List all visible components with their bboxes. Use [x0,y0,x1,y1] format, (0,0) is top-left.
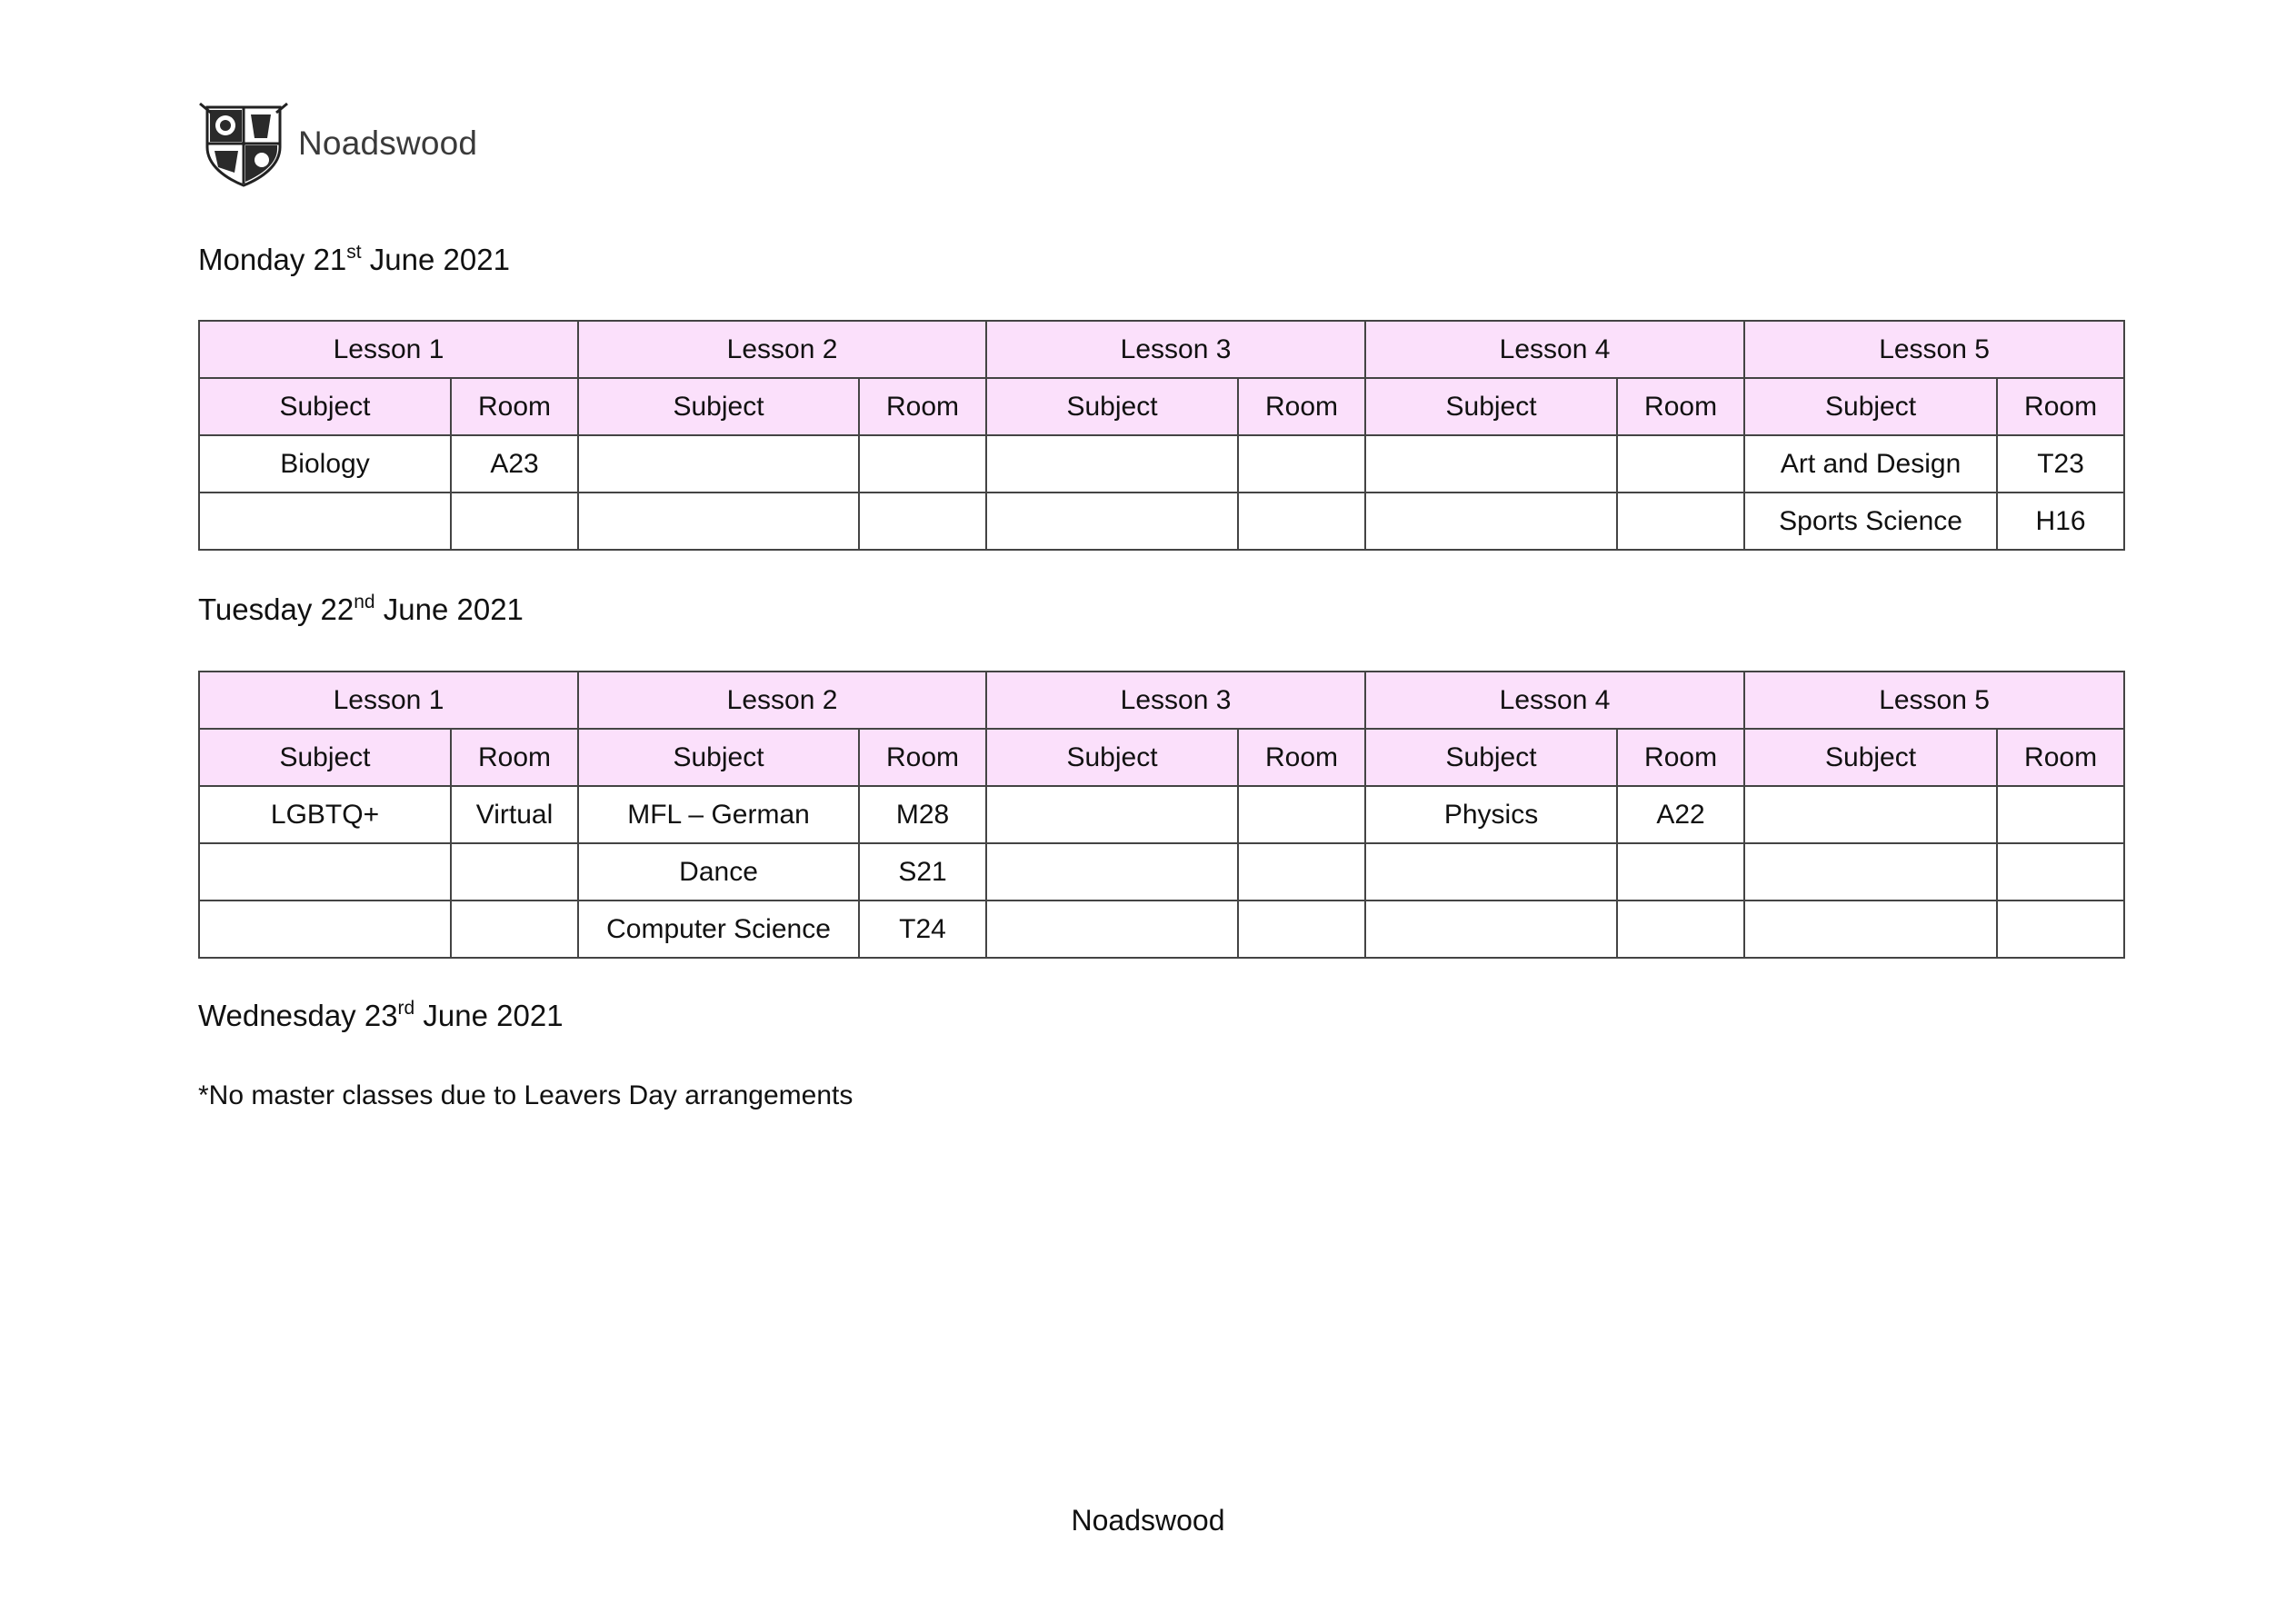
room-cell [1238,843,1365,901]
subject-cell: Computer Science [578,901,859,958]
lesson-1-header: Lesson 1 [199,672,578,729]
subject-cell: Art and Design [1744,435,1997,493]
room-cell: T23 [1997,435,2124,493]
room-cell: A22 [1617,786,1744,843]
wednesday-note: *No master classes due to Leavers Day arrangements [198,1080,854,1110]
subject-header: Subject [199,378,451,435]
lesson-header-row [199,672,2124,729]
subject-header: Subject [578,378,859,435]
subject-cell [199,843,451,901]
room-cell [1997,786,2124,843]
room-header: Room [1617,729,1744,786]
subject-cell [578,435,859,493]
room-header: Room [1997,378,2124,435]
subject-header: Subject [986,378,1238,435]
room-cell [859,493,986,550]
crest-icon [198,100,289,187]
table-row [199,786,2124,843]
monday-timetable [198,320,2125,551]
subject-cell: LGBTQ+ [199,786,451,843]
room-cell [1997,901,2124,958]
subject-cell [199,901,451,958]
tuesday-heading [198,592,524,632]
wednesday-heading [198,998,564,1039]
subject-header: Subject [1744,729,1997,786]
lesson-2-header: Lesson 2 [578,321,986,378]
lesson-5-header: Lesson 5 [1744,321,2124,378]
lesson-5-header: Lesson 5 [1744,672,2124,729]
room-cell [1617,493,1744,550]
lesson-4-header: Lesson 4 [1365,321,1744,378]
room-cell [1238,901,1365,958]
room-cell: H16 [1997,493,2124,550]
room-header: Room [451,378,578,435]
subject-cell: Dance [578,843,859,901]
room-cell: M28 [859,786,986,843]
date-suffix: st [346,242,362,263]
subject-cell [986,435,1238,493]
subject-cell [986,843,1238,901]
room-cell [1238,435,1365,493]
room-cell: S21 [859,843,986,901]
room-cell [1617,843,1744,901]
subject-header: Subject [1365,378,1617,435]
subject-cell: Sports Science [1744,493,1997,550]
column-header-row [199,378,2124,435]
table-row [199,901,2124,958]
logo-wordmark: Noadswood [298,124,478,162]
subject-cell [1365,493,1617,550]
table-row [199,435,2124,493]
subject-cell [199,493,451,550]
room-cell [1238,493,1365,550]
lesson-header-row [199,321,2124,378]
monday-heading [198,242,510,283]
room-cell [1617,901,1744,958]
date-suffix: nd [354,592,375,612]
room-cell [1997,843,2124,901]
subject-cell [986,786,1238,843]
subject-header: Subject [1744,378,1997,435]
date-suffix: rd [397,998,415,1019]
room-cell [1238,786,1365,843]
day-label: Tuesday 22 [198,592,354,626]
table-row [199,843,2124,901]
subject-header: Subject [578,729,859,786]
column-header-row [199,729,2124,786]
subject-cell: Physics [1365,786,1617,843]
subject-cell [1365,901,1617,958]
subject-cell [1365,843,1617,901]
subject-cell [986,493,1238,550]
room-header: Room [859,729,986,786]
subject-cell [1365,435,1617,493]
subject-cell: MFL – German [578,786,859,843]
room-cell [859,435,986,493]
subject-cell [1744,786,1997,843]
day-label: Monday 21 [198,243,347,276]
subject-cell [986,901,1238,958]
month-year: June 2021 [374,592,524,626]
subject-cell [578,493,859,550]
room-cell: Virtual [451,786,578,843]
room-header: Room [451,729,578,786]
room-cell [451,901,578,958]
month-year: June 2021 [361,243,510,276]
month-year: June 2021 [414,999,564,1032]
room-header: Room [859,378,986,435]
room-header: Room [1617,378,1744,435]
lesson-3-header: Lesson 3 [986,321,1365,378]
lesson-1-header: Lesson 1 [199,321,578,378]
room-header: Room [1997,729,2124,786]
room-cell [451,493,578,550]
lesson-4-header: Lesson 4 [1365,672,1744,729]
school-logo [198,100,477,187]
room-cell: A23 [451,435,578,493]
subject-header: Subject [1365,729,1617,786]
subject-cell [1744,843,1997,901]
room-header: Room [1238,729,1365,786]
day-label: Wednesday 23 [198,999,398,1032]
subject-cell: Biology [199,435,451,493]
room-cell: T24 [859,901,986,958]
subject-header: Subject [199,729,451,786]
room-cell [1617,435,1744,493]
lesson-3-header: Lesson 3 [986,672,1365,729]
lesson-2-header: Lesson 2 [578,672,986,729]
room-cell [451,843,578,901]
table-row [199,493,2124,550]
subject-header: Subject [986,729,1238,786]
page-footer: Noadswood [1071,1504,1225,1537]
subject-cell [1744,901,1997,958]
room-header: Room [1238,378,1365,435]
tuesday-timetable [198,671,2125,959]
